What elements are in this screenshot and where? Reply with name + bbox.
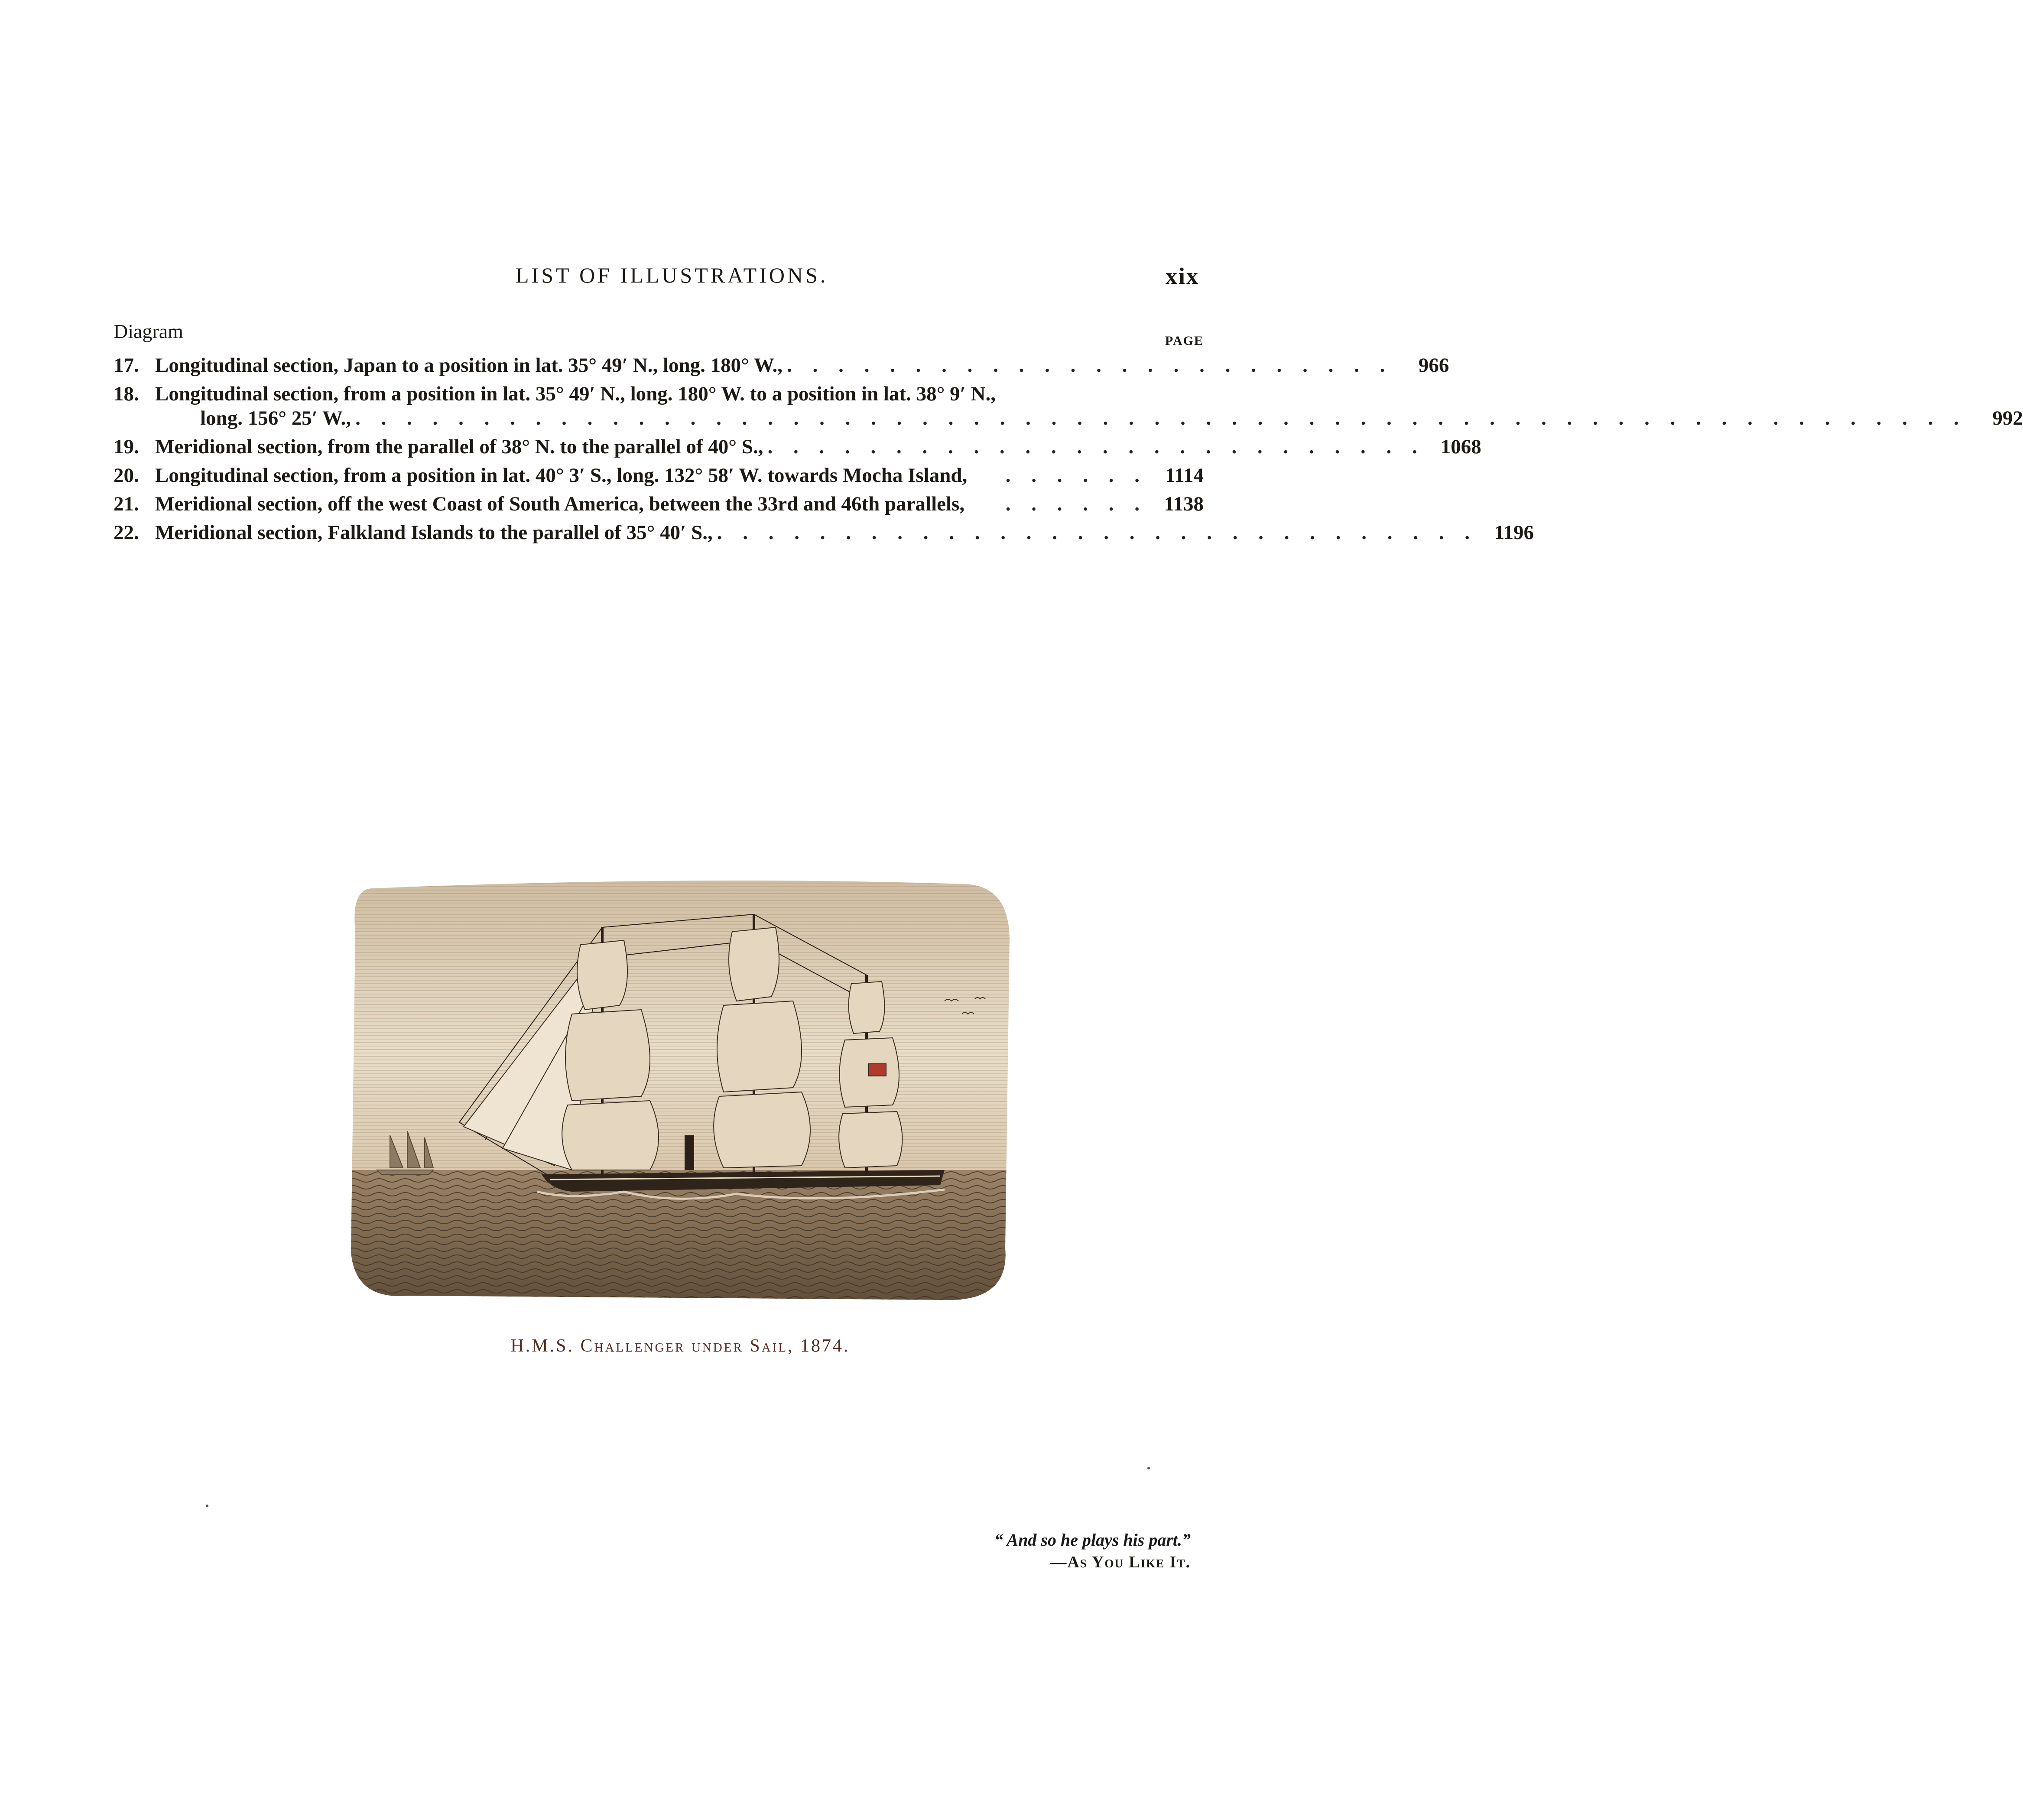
entry-number: 21. — [114, 493, 139, 515]
list-item — [114, 435, 1481, 459]
page-header-title: LIST OF ILLUSTRATIONS. — [516, 263, 828, 287]
entry-title: Longitudinal section, Japan to a position in lat. 35° 49′ N., long. 180° W., — [155, 354, 783, 377]
ship-engraving-illustration — [347, 871, 1014, 1309]
epigraph-source: —As You Like It. — [1050, 1553, 1191, 1571]
illustrations-list — [114, 353, 2023, 549]
list-item — [114, 492, 1204, 516]
list-item — [114, 353, 1449, 377]
epigraph — [994, 1530, 1191, 1572]
entry-number: 19. — [114, 436, 139, 458]
entry-title: Meridional section, off the west Coast of South America, between the 33rd and 46th parallels, — [155, 493, 965, 515]
illustration-caption: H.M.S. Challenger under Sail, 1874. — [510, 1336, 850, 1356]
scan-speck — [1147, 1467, 1150, 1469]
entry-title-continuation: long. 156° 25′ W., — [200, 407, 351, 429]
dot-leader: . . . . . . . . . . . . . . . . . . . . . . . . . . . . . . — [717, 521, 1477, 544]
list-item — [114, 520, 1534, 545]
entry-number: 22. — [114, 521, 139, 544]
page-number: xix — [1166, 263, 1200, 289]
entry-page: 992 — [1992, 407, 2023, 429]
entry-title: Longitudinal section, from a position in lat. 35° 49′ N., long. 180° W. to a position in lat. 38° 9′ N., — [155, 383, 996, 405]
dot-leader: . . . . . . . . . . . . . . . . . . . . . . . . . . . . . . . . . . . . . . . . . . . . . . . . . . . . . . . . . . . . . . . — [355, 407, 1967, 429]
diagram-column-label: Diagram — [114, 320, 183, 342]
entry-page: 1138 — [1164, 493, 1204, 515]
entry-number: 20. — [114, 464, 139, 487]
entry-page: 1114 — [1165, 464, 1204, 487]
entry-page: 966 — [1418, 354, 1449, 377]
dot-leader: . . . . . . . . . . . . . . . . . . . . . . . . . . — [767, 436, 1425, 458]
list-item — [114, 382, 2023, 430]
entry-title: Longitudinal section, from a position in lat. 40° 3′ S., long. 132° 58′ W. towards Mocha Island, — [155, 464, 968, 487]
entry-title: Meridional section, from the parallel of 38° N. to the parallel of 40° S., — [155, 436, 763, 458]
entry-page: 1068 — [1440, 436, 1481, 458]
entry-page: 1196 — [1494, 521, 1534, 544]
list-item — [114, 463, 1204, 488]
dot-leader: . . . . . . — [1005, 493, 1147, 515]
dot-leader: . . . . . . . . . . . . . . . . . . . . . . . . — [787, 354, 1393, 377]
page-column-label: PAGE — [1165, 334, 1204, 348]
entry-title: Meridional section, Falkland Islands to the parallel of 35° 40′ S., — [155, 521, 713, 544]
entry-number: 17. — [114, 354, 139, 377]
entry-number: 18. — [114, 383, 139, 405]
dot-leader: . . . . . . — [1005, 464, 1147, 487]
epigraph-quote: “ And so he plays his part.” — [994, 1530, 1191, 1550]
scan-speck — [206, 1505, 208, 1507]
